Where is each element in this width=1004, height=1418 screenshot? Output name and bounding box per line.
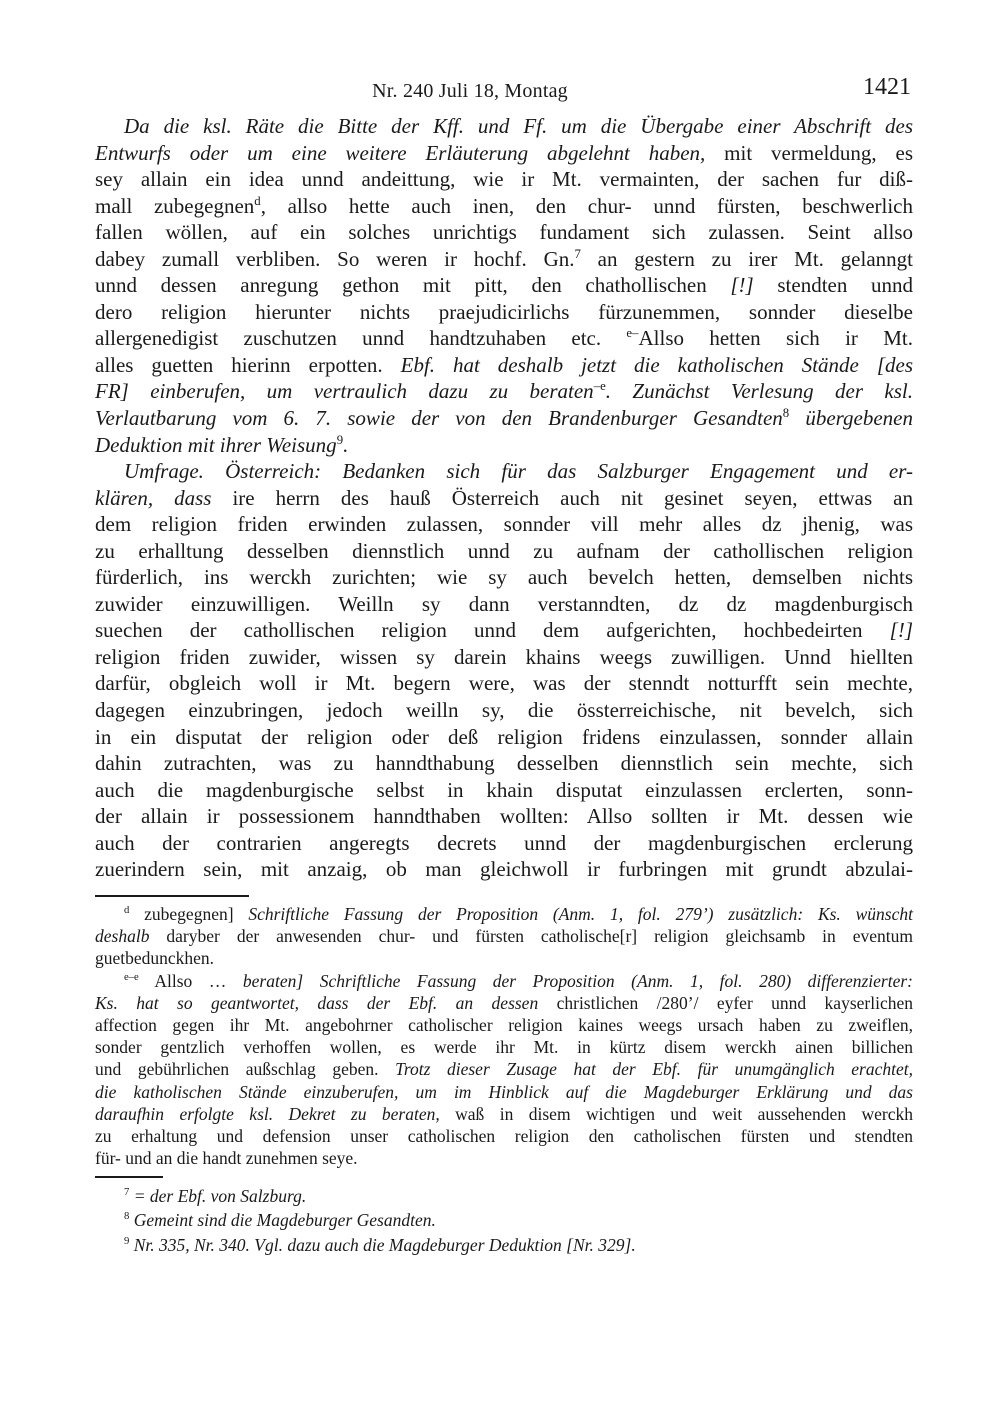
footnote-marker: 9	[336, 432, 344, 447]
text-segment: Gemeint sind die Magdeburger Gesandten.	[129, 1210, 436, 1231]
text-segment: zu erhalltung desselben diennstlich unnd zu aufnam der cathollischen religion	[95, 538, 913, 563]
text-line	[95, 564, 913, 591]
text-segment: dem religion friden erwinden zulassen, sonnder vill mehr alles dz jhenig, was	[95, 512, 913, 537]
text-line	[95, 750, 913, 777]
text-segment: auch der contrarien angeregts decrets unnd der magdenburgischen erclerung	[95, 830, 913, 855]
text-segment: zubegegnen]	[129, 904, 249, 924]
footnotes-apparatus	[95, 903, 913, 1169]
text-line	[95, 1103, 913, 1125]
text-segment: . Zunächst Verlesung der ksl.	[605, 379, 913, 404]
text-line	[95, 947, 913, 969]
text-segment: suechen der cathollischen religion unnd dem aufgerichten, hochbedeirten	[95, 618, 890, 643]
text-line	[95, 803, 913, 830]
footnote-marker: d	[254, 193, 261, 208]
text-segment: daraufhin erfolgte ksl. Dekret zu beraten,	[95, 1103, 440, 1124]
text-segment: an gestern zu irer Mt. gelanngt	[580, 246, 913, 271]
text-segment: und gebührlichen außschlag geben.	[95, 1059, 396, 1080]
text-segment: christlichen /280’/ eyfer unnd kayserlichen	[538, 992, 913, 1013]
text-segment: klären, dass	[95, 485, 212, 510]
text-segment: [!]	[889, 618, 913, 643]
page-number: 1421	[863, 74, 911, 100]
text-line	[95, 777, 913, 804]
text-segment: Verlautbarung vom 6. 7. sowie der von den Brandenburger Gesandten	[95, 406, 783, 431]
text-segment: fürderlich, ins werckh zurichten; wie sy auch bevelch hetten, demselben nichts	[95, 565, 913, 590]
text-line	[95, 724, 913, 751]
text-line	[95, 538, 913, 565]
text-segment: alles guetten hierinn erpotten.	[95, 352, 401, 377]
text-line	[95, 903, 913, 925]
footnote-marker: –e	[593, 379, 606, 394]
text-segment: [!]	[730, 273, 754, 298]
text-line	[95, 1081, 913, 1103]
text-segment: sonder gentzlich verhoffen wollen, es werde ihr Mt. in kürtz disem werckh ainen billichen	[95, 1037, 913, 1058]
text-line	[95, 925, 913, 947]
text-line	[95, 193, 913, 220]
text-segment: guetbedunckhen.	[95, 948, 215, 969]
footnote-marker: 8	[782, 406, 790, 421]
text-line	[95, 670, 913, 697]
text-segment: deshalb	[95, 926, 150, 947]
text-segment: Trotz dieser Zusage hat der Ebf. für unumgänglich erachtet,	[395, 1059, 913, 1080]
text-segment: zu erhaltung und defension unser catholischen religion den catholischen fürsten und stendten	[95, 1126, 913, 1147]
text-line	[95, 644, 913, 671]
text-segment: Deduktion mit ihrer Weisung	[95, 432, 337, 457]
text-line	[95, 970, 913, 992]
text-segment: ire herrn des hauß Österreich auch nit gesinet seyen, ettwas an	[211, 485, 913, 510]
text-line	[95, 272, 913, 299]
text-line	[95, 1014, 913, 1036]
text-line	[95, 992, 913, 1014]
text-segment: zuerindern sein, mit anzaig, ob man gleichwoll ir furbringen mit grundt abzulai-	[95, 857, 913, 882]
text-segment: FR] einberufen, um vertraulich dazu zu beraten	[95, 379, 594, 404]
text-segment: Schriftliche Fassung der Proposition (Anm. 1, fol. 279’) zusätzlich: Ks. wünscht	[248, 904, 913, 924]
text-line	[95, 591, 913, 618]
footnote-marker: 9	[124, 1234, 130, 1247]
paragraph-1	[95, 113, 913, 458]
text-line	[95, 299, 913, 326]
text-line	[95, 511, 913, 538]
footnote-marker: 7	[124, 1186, 130, 1199]
text-line	[95, 1058, 913, 1080]
text-line	[95, 140, 913, 167]
text-line	[95, 405, 913, 432]
text-line	[95, 617, 913, 644]
text-line	[95, 219, 913, 246]
text-segment: zuwider einzuwilligen. Weilln sy dann verstanndten, dz dz magdenburgisch	[95, 591, 913, 616]
text-segment: waß in disem wichtigen und weit aussehenden werckh	[439, 1103, 913, 1124]
text-segment: Umfrage. Österreich: Bedanken sich für das Salzburger Engagement und er-	[124, 459, 913, 484]
text-segment: in ein disputat der religion oder deß religion fridens einzulassen, sonnder allain	[95, 724, 913, 749]
text-segment: Ebf. hat deshalb jetzt die katholischen Stände [des	[400, 352, 913, 377]
text-segment: Ks. hat so geantwortet, dass der Ebf. an dessen	[95, 992, 539, 1013]
text-segment: auch die magdenburgische selbst in khain disputat einzulassen erclerten, sonn-	[95, 777, 913, 802]
footnote-marker: 7	[574, 246, 581, 261]
text-segment: mall zubegegnen	[95, 193, 255, 218]
text-segment: , allso hette auch inen, den chur- unnd fürsten, beschwerlich	[260, 193, 914, 218]
footnote-marker: d	[124, 904, 130, 917]
text-segment: religion friden zuwider, wissen sy darein khains weegs zuwilligen. Unnd hiellten	[95, 644, 913, 669]
text-line	[95, 432, 913, 459]
text-line	[95, 1036, 913, 1058]
text-line	[95, 113, 913, 140]
text-segment: dahin zutrachten, was zu hanndthabung desselben diennstlich sein mechte, sich	[95, 751, 913, 776]
text-segment: daryber der anwesenden chur- und fürsten catholische[r] religion gleichsamb in eventum	[149, 926, 913, 947]
text-segment: darfür, obgleich woll ir Mt. begern were, was der stenndt notturfft sein mechte,	[95, 671, 913, 696]
page-header	[95, 76, 913, 110]
apparatus-separator-rule	[95, 895, 249, 897]
text-line	[95, 352, 913, 379]
text-segment: dabey zumall verbliben. So weren ir hochf. Gn.	[95, 246, 575, 271]
text-line	[95, 325, 913, 352]
text-line	[95, 1125, 913, 1147]
text-line	[95, 830, 913, 857]
text-line	[95, 458, 913, 485]
text-line	[95, 1184, 913, 1208]
text-segment: unnd dessen anregung gethon mit pitt, den chathollischen	[95, 273, 731, 298]
running-head: Nr. 240 Juli 18, Montag	[372, 80, 568, 102]
text-segment: beraten] Schriftliche Fassung der Proposition (Anm. 1, fol. 280) differenzierter:	[242, 970, 913, 991]
text-segment: Nr. 335, Nr. 340. Vgl. dazu auch die Magdeburger Deduktion [Nr. 329].	[129, 1234, 636, 1255]
footnote-marker: e–	[626, 326, 639, 341]
footnote-marker: e–e	[124, 970, 139, 983]
text-segment: für- und an die handt zunehmen seye.	[95, 1148, 358, 1169]
text-line	[95, 1147, 913, 1169]
footnote-marker: 8	[124, 1210, 130, 1223]
text-line	[95, 697, 913, 724]
text-line	[95, 378, 913, 405]
text-segment: dagegen einzubringen, jedoch weilln sy, die össterreichische, nit bevelch, sich	[95, 698, 913, 723]
text-line	[95, 1233, 913, 1257]
text-line	[95, 1208, 913, 1232]
text-segment: fallen wöllen, auf ein solches unrichtigs fundament sich zulassen. Seint allso	[95, 220, 913, 245]
text-segment: allergenedigist zuschutzen unnd handtzuhaben etc.	[95, 326, 627, 351]
text-segment: übergebenen	[789, 406, 913, 431]
text-segment: .	[343, 432, 349, 457]
text-segment: stendten unnd	[753, 273, 914, 298]
text-segment: der allain ir possessionem hanndthaben wollten: Allso sollten ir Mt. dessen wie	[95, 804, 913, 829]
text-segment: mit vermeldung, es	[705, 140, 913, 165]
text-line	[95, 246, 913, 273]
text-line	[95, 485, 913, 512]
text-segment: affection gegen ihr Mt. angebohrner catholischer religion kaines weegs ursach haben zu zweiflen,	[95, 1015, 913, 1036]
text-line	[95, 166, 913, 193]
text-segment: Da die ksl. Räte die Bitte der Kff. und Ff. um die Übergabe einer Abschrift des	[124, 114, 913, 138]
text-segment: sey allain ein idea unnd andeittung, wie ir Mt. vermainten, der sachen fur diß-	[95, 167, 913, 192]
text-segment: Allso hetten sich ir Mt.	[638, 326, 913, 351]
text-segment: die katholischen Stände einzuberufen, um im Hinblick auf die Magdeburger Erklärung und das	[95, 1081, 913, 1102]
paragraph-2	[95, 458, 913, 883]
text-segment: Allso …	[138, 970, 243, 991]
text-line	[95, 856, 913, 883]
text-segment: dero religion hierunter nichts praejudicirlichs fürzunemmen, sonnder dieselbe	[95, 299, 913, 324]
body-text	[95, 113, 913, 883]
text-segment: Entwurfs oder um eine weitere Erläuterung abgelehnt haben,	[95, 140, 706, 165]
text-segment: = der Ebf. von Salzburg.	[129, 1186, 307, 1206]
commentary-separator-rule	[95, 1176, 163, 1178]
footnotes-commentary	[95, 1184, 913, 1257]
